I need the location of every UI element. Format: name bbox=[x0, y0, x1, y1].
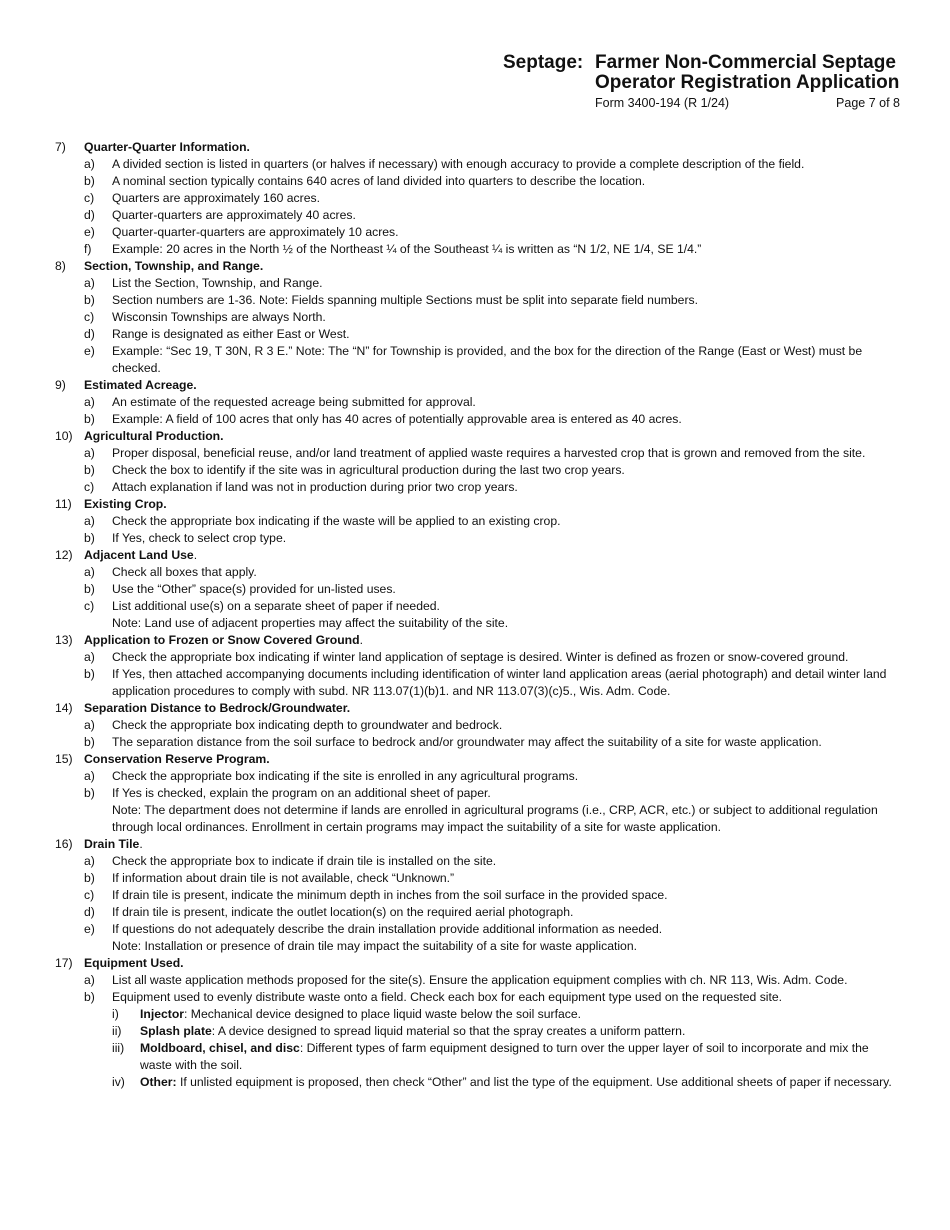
list-item-label: a) bbox=[84, 854, 95, 868]
section-number: 16) bbox=[55, 837, 73, 851]
list-item bbox=[0, 292, 950, 309]
section-number: 8) bbox=[55, 259, 66, 273]
section-title-tail: . bbox=[193, 548, 198, 562]
list-item-text: Check the appropriate box indicating depth to groundwater and bedrock. bbox=[112, 718, 503, 732]
list-item-label: b) bbox=[84, 871, 95, 885]
list-item-label: d) bbox=[84, 905, 95, 919]
list-item-text: Check the appropriate box indicating if the waste will be applied to an existing crop. bbox=[112, 514, 561, 528]
instruction-section bbox=[0, 632, 950, 700]
list-item bbox=[0, 989, 950, 1006]
list-item bbox=[0, 275, 950, 292]
list-item-text: If drain tile is present, indicate the minimum depth in inches from the soil surface in the provided space. bbox=[112, 888, 668, 902]
list-item-label: a) bbox=[84, 446, 95, 460]
section-note: Note: The department does not determine if lands are enrolled in agricultural programs (i.e., CRP, ACR, etc.) or subject to additional regulation through local ordinances. Enrollment in certain programs may impact the suitability of a site for waste application. bbox=[112, 803, 878, 834]
sub-item-text: : Different types of farm equipment designed to turn over the upper layer of soil to incorporate and mix the waste with the soil. bbox=[140, 1041, 869, 1072]
list-item-label: a) bbox=[84, 973, 95, 987]
instruction-section bbox=[0, 139, 950, 258]
section-heading bbox=[0, 258, 950, 275]
list-item-text: If Yes, then attached accompanying documents including identification of winter land application areas (aerial photograph) and detail winter land application procedures to comply with subd. NR 113.07(1)(b)1. and NR 113.07(3)(c)5., Wis. Adm. Code. bbox=[112, 667, 887, 698]
form-title-line2: Operator Registration Application bbox=[595, 72, 900, 93]
list-item bbox=[0, 479, 950, 496]
list-item-label: d) bbox=[84, 327, 95, 341]
list-item bbox=[0, 870, 950, 887]
list-item bbox=[0, 156, 950, 173]
list-item-text: Check the appropriate box indicating if winter land application of septage is desired. Winter is defined as frozen or snow-covered ground. bbox=[112, 650, 849, 664]
list-item bbox=[0, 734, 950, 751]
list-item-text: Attach explanation if land was not in production during prior two crop years. bbox=[112, 480, 518, 494]
list-item-label: a) bbox=[84, 718, 95, 732]
section-heading bbox=[0, 496, 950, 513]
instruction-section bbox=[0, 700, 950, 751]
list-item bbox=[0, 904, 950, 921]
list-item-text: Wisconsin Townships are always North. bbox=[112, 310, 326, 324]
sub-item-term: Splash plate bbox=[140, 1024, 212, 1038]
sub-item-term: Injector bbox=[140, 1007, 185, 1021]
section-heading bbox=[0, 428, 950, 445]
instruction-section bbox=[0, 547, 950, 632]
section-title: Quarter-Quarter Information. bbox=[84, 140, 250, 154]
list-item-text: Example: 20 acres in the North ½ of the Northeast ¼ of the Southeast ¼ is written as “N 1/2, NE 1/4, SE 1/4.” bbox=[112, 242, 702, 256]
section-number: 7) bbox=[55, 140, 66, 154]
sub-item-text: If unlisted equipment is proposed, then check “Other” and list the type of the equipment. Use additional sheets of paper if necessary. bbox=[176, 1075, 892, 1089]
list-item bbox=[0, 717, 950, 734]
list-item bbox=[0, 309, 950, 326]
sub-item-label: ii) bbox=[112, 1024, 122, 1038]
section-number: 17) bbox=[55, 956, 73, 970]
section-note: Note: Installation or presence of drain tile may impact the suitability of a site for waste application. bbox=[112, 939, 638, 953]
list-item-label: e) bbox=[84, 344, 95, 358]
section-title: Conservation Reserve Program. bbox=[84, 752, 270, 766]
list-item bbox=[0, 768, 950, 785]
list-item-text: Example: A field of 100 acres that only has 40 acres of potentially approvable area is entered as 40 acres. bbox=[112, 412, 682, 426]
list-item-label: a) bbox=[84, 395, 95, 409]
list-item bbox=[0, 598, 950, 615]
list-item-text: An estimate of the requested acreage being submitted for approval. bbox=[112, 395, 476, 409]
list-item-text: Proper disposal, beneficial reuse, and/or land treatment of applied waste requires a harvested crop that is grown and removed from the site. bbox=[112, 446, 866, 460]
section-title: Application to Frozen or Snow Covered Ground bbox=[84, 633, 360, 647]
sub-item-label: iii) bbox=[112, 1041, 125, 1055]
sub-item-term: Moldboard, chisel, and disc bbox=[140, 1041, 300, 1055]
page-number: Page 7 of 8 bbox=[836, 96, 900, 110]
sub-list-item bbox=[0, 1074, 950, 1091]
list-item-label: c) bbox=[84, 480, 95, 494]
section-heading bbox=[0, 139, 950, 156]
list-item-text: Section numbers are 1-36. Note: Fields spanning multiple Sections must be split into separate field numbers. bbox=[112, 293, 698, 307]
list-item-label: e) bbox=[84, 922, 95, 936]
list-item-label: a) bbox=[84, 769, 95, 783]
list-item bbox=[0, 173, 950, 190]
section-heading bbox=[0, 547, 950, 564]
list-item-text: Check all boxes that apply. bbox=[112, 565, 257, 579]
list-item-label: c) bbox=[84, 888, 95, 902]
list-item bbox=[0, 326, 950, 343]
sub-item-label: i) bbox=[112, 1007, 119, 1021]
list-item bbox=[0, 887, 950, 904]
list-item bbox=[0, 445, 950, 462]
instructions-list bbox=[0, 139, 950, 1091]
list-item-text: Check the appropriate box to indicate if drain tile is installed on the site. bbox=[112, 854, 497, 868]
list-item-label: f) bbox=[84, 242, 92, 256]
list-item-label: a) bbox=[84, 565, 95, 579]
instruction-section bbox=[0, 428, 950, 496]
list-item-text: If Yes, check to select crop type. bbox=[112, 531, 287, 545]
list-item-text: Quarters are approximately 160 acres. bbox=[112, 191, 320, 205]
list-item bbox=[0, 564, 950, 581]
list-item-text: If questions do not adequately describe the drain installation provide additional information as needed. bbox=[112, 922, 663, 936]
section-number: 11) bbox=[55, 497, 72, 511]
section-note: Note: Land use of adjacent properties may affect the suitability of the site. bbox=[112, 616, 509, 630]
list-item-label: c) bbox=[84, 310, 95, 324]
list-item bbox=[0, 513, 950, 530]
list-item-text: Check the appropriate box indicating if the site is enrolled in any agricultural programs. bbox=[112, 769, 579, 783]
list-item-text: List additional use(s) on a separate sheet of paper if needed. bbox=[112, 599, 440, 613]
list-item bbox=[0, 343, 950, 377]
section-title: Section, Township, and Range. bbox=[84, 259, 264, 273]
section-number: 14) bbox=[55, 701, 73, 715]
section-heading bbox=[0, 700, 950, 717]
sub-list-item bbox=[0, 1040, 950, 1074]
section-title: Drain Tile bbox=[84, 837, 140, 851]
list-item-text: A nominal section typically contains 640 acres of land divided into quarters to describe the location. bbox=[112, 174, 646, 188]
list-item bbox=[0, 785, 950, 802]
sub-list-item bbox=[0, 1006, 950, 1023]
section-heading bbox=[0, 751, 950, 768]
list-item-text: Check the box to identify if the site was in agricultural production during the last two crop years. bbox=[112, 463, 625, 477]
list-item-label: a) bbox=[84, 157, 95, 171]
section-title-tail: . bbox=[139, 837, 143, 851]
list-item bbox=[0, 666, 950, 700]
section-number: 10) bbox=[55, 429, 73, 443]
list-item-label: b) bbox=[84, 990, 95, 1004]
list-item bbox=[0, 853, 950, 870]
list-item-label: b) bbox=[84, 582, 95, 596]
list-item-text: If Yes is checked, explain the program on an additional sheet of paper. bbox=[112, 786, 491, 800]
section-number: 9) bbox=[55, 378, 66, 392]
list-item-label: a) bbox=[84, 514, 95, 528]
list-item bbox=[0, 921, 950, 938]
section-title: Equipment Used. bbox=[84, 956, 184, 970]
list-item bbox=[0, 649, 950, 666]
list-item-label: b) bbox=[84, 735, 95, 749]
list-item-text: List all waste application methods proposed for the site(s). Ensure the application equipment complies with ch. NR 113, Wis. Adm. Code. bbox=[112, 973, 848, 987]
instruction-section bbox=[0, 377, 950, 428]
sub-item-text: : A device designed to spread liquid material so that the spray creates a uniform pattern. bbox=[211, 1024, 686, 1038]
section-number: 15) bbox=[55, 752, 73, 766]
form-title-line1 bbox=[503, 52, 896, 74]
list-item bbox=[0, 190, 950, 207]
section-heading bbox=[0, 377, 950, 394]
list-item-text: The separation distance from the soil surface to bedrock and/or groundwater may affect the suitability of a site for waste application. bbox=[112, 735, 822, 749]
instruction-section bbox=[0, 955, 950, 1091]
list-item-label: b) bbox=[84, 293, 95, 307]
list-item-text: Range is designated as either East or West. bbox=[112, 327, 350, 341]
list-item-text: Equipment used to evenly distribute waste onto a field. Check each box for each equipment type used on the requested site. bbox=[112, 990, 783, 1004]
list-item-text: Use the “Other” space(s) provided for un-listed uses. bbox=[112, 582, 396, 596]
list-item bbox=[0, 581, 950, 598]
section-heading bbox=[0, 955, 950, 972]
list-item-label: c) bbox=[84, 191, 95, 205]
list-item-label: e) bbox=[84, 225, 95, 239]
sub-item-text: : Mechanical device designed to place liquid waste below the soil surface. bbox=[184, 1007, 582, 1021]
list-item-label: c) bbox=[84, 599, 95, 613]
list-item-label: b) bbox=[84, 463, 95, 477]
section-heading bbox=[0, 632, 950, 649]
section-title: Adjacent Land Use bbox=[84, 548, 194, 562]
sub-item-term: Other: bbox=[140, 1075, 177, 1089]
list-item-label: b) bbox=[84, 531, 95, 545]
list-item bbox=[0, 972, 950, 989]
list-item bbox=[0, 394, 950, 411]
list-item-text: A divided section is listed in quarters (or halves if necessary) with enough accuracy to provide a complete description of the field. bbox=[112, 157, 805, 171]
list-item-label: b) bbox=[84, 786, 95, 800]
section-heading bbox=[0, 836, 950, 853]
list-item-label: d) bbox=[84, 208, 95, 222]
form-title-text-1: Farmer Non-Commercial Septage bbox=[595, 52, 896, 73]
instruction-section bbox=[0, 496, 950, 547]
list-item bbox=[0, 530, 950, 547]
list-item-label: a) bbox=[84, 276, 95, 290]
list-item bbox=[0, 207, 950, 224]
list-item-text: Quarter-quarters are approximately 40 acres. bbox=[112, 208, 356, 222]
sub-item-label: iv) bbox=[112, 1075, 125, 1089]
section-title: Separation Distance to Bedrock/Groundwater. bbox=[84, 701, 351, 715]
form-number: Form 3400-194 (R 1/24) bbox=[595, 96, 730, 110]
list-item-text: Quarter-quarter-quarters are approximately 10 acres. bbox=[112, 225, 399, 239]
list-item-text: If information about drain tile is not available, check “Unknown.” bbox=[112, 871, 455, 885]
instruction-section bbox=[0, 836, 950, 955]
list-item bbox=[0, 462, 950, 479]
list-item-text: List the Section, Township, and Range. bbox=[112, 276, 323, 290]
form-prefix: Septage: bbox=[503, 52, 584, 73]
section-title: Agricultural Production. bbox=[84, 429, 224, 443]
list-item-label: b) bbox=[84, 412, 95, 426]
sub-list-item bbox=[0, 1023, 950, 1040]
section-title-tail: . bbox=[359, 633, 363, 647]
section-number: 13) bbox=[55, 633, 73, 647]
instruction-section bbox=[0, 751, 950, 836]
list-item-text: Example: “Sec 19, T 30N, R 3 E.” Note: The “N” for Township is provided, and the box for the direction of the Range (East or West) must be checked. bbox=[112, 344, 863, 375]
list-item-label: a) bbox=[84, 650, 95, 664]
section-title: Existing Crop. bbox=[84, 497, 167, 511]
list-item bbox=[0, 224, 950, 241]
list-item bbox=[0, 241, 950, 258]
list-item-text: If drain tile is present, indicate the outlet location(s) on the required aerial photograph. bbox=[112, 905, 574, 919]
section-title: Estimated Acreage. bbox=[84, 378, 197, 392]
list-item bbox=[0, 411, 950, 428]
list-item-label: b) bbox=[84, 667, 95, 681]
instruction-section bbox=[0, 258, 950, 377]
list-item-label: b) bbox=[84, 174, 95, 188]
section-number: 12) bbox=[55, 548, 73, 562]
